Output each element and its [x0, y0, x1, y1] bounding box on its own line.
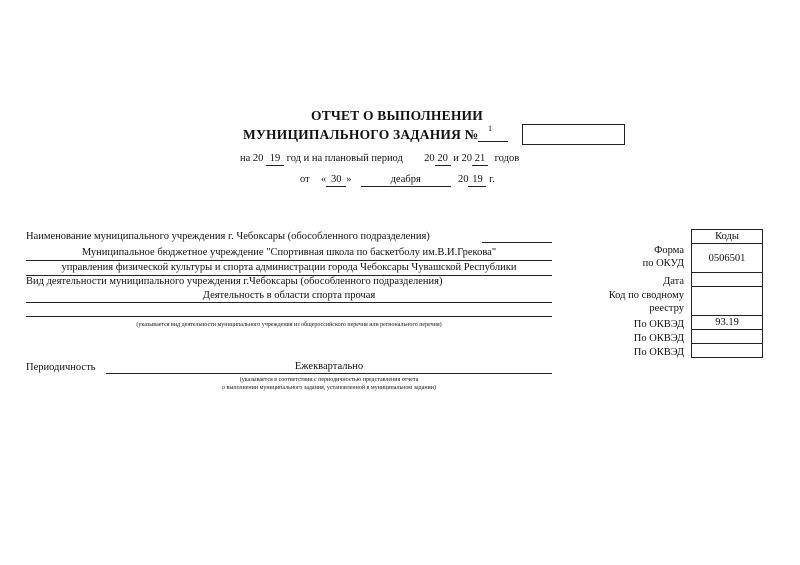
activity-value-underline — [26, 302, 552, 303]
years-word: годов — [494, 153, 520, 164]
label-forma-line1: Форма — [654, 245, 684, 256]
label-date: Дата — [663, 276, 684, 287]
label-registry — [560, 289, 684, 315]
institution-label-underline — [482, 242, 552, 243]
date-prefix: 20 — [457, 174, 469, 185]
institution-name-line1-underline — [26, 260, 552, 261]
assignment-number-field — [478, 129, 508, 142]
date-year: 19 — [468, 174, 486, 187]
label-okved3: По ОКВЭД — [633, 347, 684, 358]
codes-row-okved3 — [692, 344, 763, 358]
periodicity-value: Ежеквартально — [294, 361, 364, 372]
date-line — [300, 174, 495, 187]
report-title-line2 — [243, 127, 508, 143]
date-suffix: г. — [489, 174, 495, 185]
code-date — [692, 273, 763, 287]
codes-table — [691, 229, 763, 358]
plan-year1: 20 — [435, 153, 451, 166]
codes-row-okved2 — [692, 330, 763, 344]
plan-prefix1: 20 — [424, 153, 435, 164]
plan-and: и 20 — [453, 153, 472, 164]
institution-name-line1: Муниципальное бюджетное учреждение "Спортивная школа по баскетболу им.В.И.Грекова" — [81, 247, 497, 258]
codes-row-okved1 — [692, 316, 763, 330]
code-okved3 — [692, 344, 763, 358]
report-year: 19 — [266, 153, 284, 166]
codes-header-row — [692, 230, 763, 244]
activity-blank-underline — [26, 316, 552, 317]
label-registry-line1: Код по сводному — [608, 290, 684, 301]
period-line — [240, 153, 519, 166]
date-ot: от — [300, 174, 310, 185]
label-forma — [560, 244, 684, 270]
label-okved1: По ОКВЭД — [633, 319, 684, 330]
periodicity-note-line1: (указывается в соответствии с периодичностью представления отчета — [239, 377, 419, 383]
assignment-number-box — [522, 124, 625, 145]
report-title-line1: ОТЧЕТ О ВЫПОЛНЕНИИ — [311, 108, 483, 123]
institution-label: Наименование муниципального учреждения г. Чебоксары (обособленного подразделения) — [26, 231, 430, 242]
codes-row-registry — [692, 287, 763, 316]
periodicity-underline — [106, 373, 552, 374]
footnote-mark: 1 — [488, 124, 492, 133]
date-close-quote: » — [346, 174, 352, 185]
activity-label: Вид деятельности муниципального учреждения г.Чебоксары (обособленного подразделения) — [26, 276, 443, 287]
code-okud: 0506501 — [692, 244, 763, 273]
label-okved2: По ОКВЭД — [633, 333, 684, 344]
plan-year2: 21 — [472, 153, 488, 166]
label-registry-line2: реестру — [649, 303, 684, 314]
periodicity-label: Периодичность — [26, 362, 96, 373]
codes-header: Коды — [692, 230, 763, 244]
activity-value: Деятельность в области спорта прочая — [202, 290, 376, 301]
periodicity-note-line2: о выполнении муниципального задания, установленной в муниципальном задании) — [222, 385, 436, 391]
date-month: деабря — [361, 174, 451, 187]
codes-row-date — [692, 273, 763, 287]
label-forma-line2: по ОКУД — [642, 258, 684, 269]
period-na: на 20 — [240, 153, 264, 164]
code-registry — [692, 287, 763, 316]
period-plan-text: год и на плановый период — [286, 153, 403, 164]
code-okved1: 93.19 — [692, 316, 763, 330]
activity-note: (указывается вид деятельности муниципального учреждения из общероссийского перечня или регионального перечня) — [136, 322, 442, 328]
code-okved2 — [692, 330, 763, 344]
date-day: 30 — [326, 174, 346, 187]
date-open-quote: « — [320, 174, 327, 185]
report-title-text: МУНИЦИПАЛЬНОГО ЗАДАНИЯ № — [243, 127, 479, 142]
codes-row-okud — [692, 244, 763, 273]
institution-name-line2: управления физической культуры и спорта администрации города Чебоксары Чувашской Республики — [61, 262, 517, 273]
